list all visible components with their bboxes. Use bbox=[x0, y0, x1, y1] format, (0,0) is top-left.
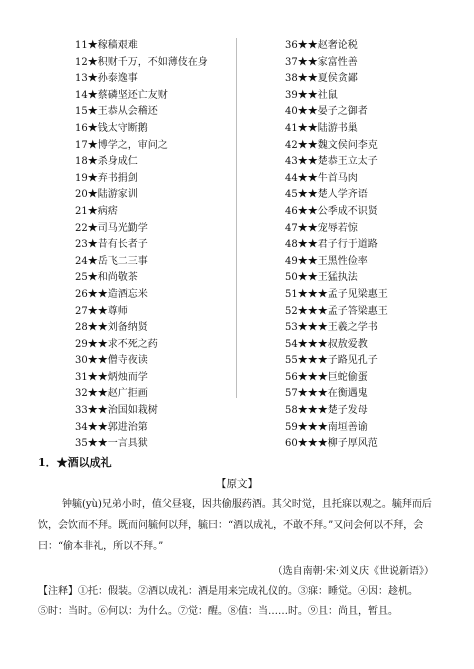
toc-item: 36★★赵奢论税 bbox=[285, 40, 358, 51]
toc-item: 16★钱太守断鹅 bbox=[75, 122, 148, 134]
toc-item: 27★★尊师 bbox=[75, 305, 128, 317]
original-paragraph: 钟毓(yù)兄弟小时，值父昼寝，因共偷服药酒。其父时觉，且托寐以观之。毓拜而后饮，会饮而不拜。既而问毓何以拜，毓曰：“酒以成礼，不敢不拜。”又问会何以不拜，会曰：“偷本非礼，所以不拜。” bbox=[38, 499, 432, 552]
toc-item: 55★★★子路见孔子 bbox=[285, 355, 378, 367]
toc-item: 52★★★孟子答梁惠王 bbox=[285, 305, 388, 317]
toc-item: 47★★宠辱若惊 bbox=[285, 222, 358, 234]
section-title: 1．★酒以成礼 bbox=[38, 456, 112, 469]
toc-item: 13★孙泰逸事 bbox=[75, 73, 138, 85]
annotation-line: 【注释】①托：假装。②酒以成礼：酒是用来完成礼仪的。③寐：睡觉。④因：趁机。 bbox=[38, 586, 418, 597]
original-text-header: 【原文】 bbox=[216, 478, 258, 490]
toc-item: 21★病痞 bbox=[75, 205, 118, 217]
toc-item: 59★★★南垣善谕 bbox=[285, 421, 368, 433]
toc-item: 44★★牛首马肉 bbox=[285, 172, 358, 184]
toc-item: 54★★★叔敖爱教 bbox=[285, 338, 368, 350]
toc-item: 31★★炳烛而学 bbox=[75, 371, 148, 383]
annotations bbox=[38, 582, 438, 622]
toc-item: 25★和尚敬茶 bbox=[75, 272, 138, 284]
toc-item: 34★★郭进治第 bbox=[75, 421, 148, 433]
toc-item: 15★王恭从会稽还 bbox=[75, 106, 158, 118]
toc-item: 29★★求不死之药 bbox=[75, 338, 158, 350]
toc-item: 50★★王猛执法 bbox=[285, 272, 358, 284]
toc-item: 33★★治国如栽树 bbox=[75, 405, 158, 417]
toc-item: 35★★一言具狱 bbox=[75, 438, 148, 450]
toc-column-right bbox=[285, 38, 455, 453]
toc-item: 58★★★楚子发母 bbox=[285, 405, 368, 417]
toc-item: 12★积财千万，不如薄伎在身 bbox=[75, 56, 208, 68]
toc-item: 26★★造酒忘米 bbox=[75, 288, 148, 300]
annotation-line: ⑤时：当时。⑥何以：为什么。⑦觉：醒。⑧值：当……时。⑨且：尚且，暂且。 bbox=[38, 606, 398, 617]
toc-item: 49★★王黑性俭率 bbox=[285, 255, 368, 267]
source-citation: （选自南朝·宋·刘义庆《世说新语》） bbox=[272, 566, 434, 577]
toc-item: 19★弃书捐剑 bbox=[75, 172, 138, 184]
toc-item: 43★★楚恭王立太子 bbox=[285, 156, 378, 168]
toc-item: 32★★赵广拒画 bbox=[75, 388, 148, 400]
toc-item: 39★★社鼠 bbox=[285, 89, 338, 101]
toc-item: 46★★公季成不识贤 bbox=[285, 205, 378, 217]
toc-item: 37★★家富性善 bbox=[285, 56, 358, 68]
column-divider bbox=[236, 38, 237, 398]
toc-item: 30★★僧寺夜读 bbox=[75, 355, 148, 367]
toc-item: 40★★晏子之御者 bbox=[285, 106, 368, 118]
toc-item: 18★杀身成仁 bbox=[75, 156, 138, 168]
toc-column-left bbox=[75, 38, 245, 453]
toc-item: 14★蔡磷坚还亡友财 bbox=[75, 89, 168, 101]
toc-item: 45★★楚人学齐语 bbox=[285, 189, 368, 201]
toc-item: 48★★君子行于道路 bbox=[285, 239, 378, 251]
toc-item: 28★★刘备纳贤 bbox=[75, 322, 148, 334]
table-of-contents bbox=[0, 38, 474, 450]
toc-item: 60★★★柳子厚风范 bbox=[285, 438, 378, 450]
toc-item: 38★★夏侯贪鄙 bbox=[285, 73, 358, 85]
toc-item: 24★岳飞二三事 bbox=[75, 255, 148, 267]
toc-item: 11★稼穑艰难 bbox=[75, 40, 138, 51]
toc-item: 42★★魏文侯问李克 bbox=[285, 139, 378, 151]
toc-item: 22★司马光勤学 bbox=[75, 222, 148, 234]
toc-item: 53★★★王羲之学书 bbox=[285, 322, 378, 334]
toc-item: 41★★陆游书巢 bbox=[285, 122, 358, 134]
toc-item: 51★★★孟子见梁惠王 bbox=[285, 288, 388, 300]
toc-item: 56★★★巨蛇偷蛋 bbox=[285, 371, 368, 383]
toc-item: 17★博学之，审问之 bbox=[75, 139, 168, 151]
toc-item: 23★昔有长者子 bbox=[75, 239, 148, 251]
toc-item: 57★★★在衡遇鬼 bbox=[285, 388, 368, 400]
toc-item: 20★陆游家训 bbox=[75, 189, 138, 201]
